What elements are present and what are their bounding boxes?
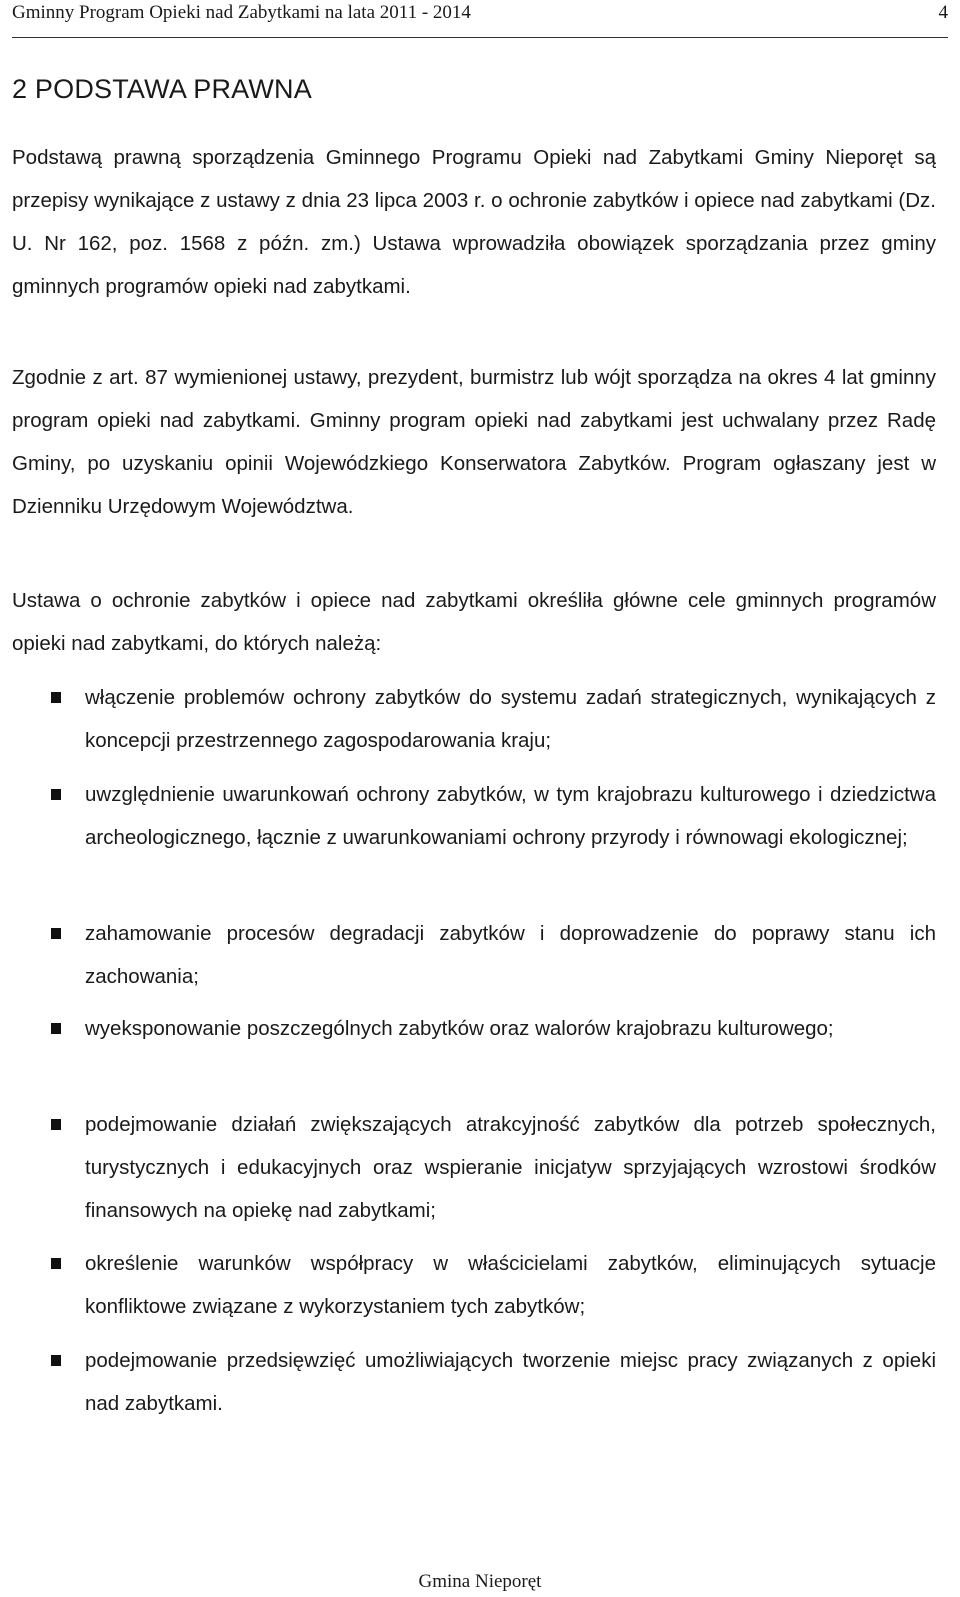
list-item <box>85 773 936 859</box>
running-header-title: Gminny Program Opieki nad Zabytkami na lata 2011 - 2014 <box>12 2 471 23</box>
list-item <box>85 676 936 762</box>
list-item-text: określenie warunków współpracy w właścicielami zabytków, eliminujących sytuacje konfliktowe związane z wykorzystaniem tych zabytków; <box>85 1252 936 1318</box>
list-item-text: podejmowanie działań zwiększających atrakcyjność zabytków dla potrzeb społecznych, turystycznych i edukacyjnych oraz wspieranie inicjatyw sprzyjających wzrostowi środków finansowych na opiekę nad zabytkami; <box>85 1113 936 1222</box>
square-bullet-icon <box>51 1119 61 1130</box>
paragraph-article-87: Zgodnie z art. 87 wymienionej ustawy, prezydent, burmistrz lub wójt sporządza na okres 4 lat gminny program opieki nad zabytkami. Gminny program opieki nad zabytkami jest uchwalany przez Radę Gminy, po uzyskaniu opinii Wojewódzkiego Konserwatora Zabytków. Program ogłaszany jest w Dzienniku Urzędowym Województwa. <box>12 366 936 518</box>
square-bullet-icon <box>51 1023 61 1034</box>
list-item-text: zahamowanie procesów degradacji zabytków i doprowadzenie do poprawy stanu ich zachowania; <box>85 922 936 988</box>
page-number: 4 <box>938 2 948 23</box>
square-bullet-icon <box>51 1258 61 1269</box>
list-item-text: uwzględnienie uwarunkowań ochrony zabytków, w tym krajobrazu kulturowego i dziedzictwa archeologicznego, łącznie z uwarunkowaniami ochrony przyrody i równowagi ekologicznej; <box>85 783 936 849</box>
section-heading: 2 PODSTAWA PRAWNA <box>12 74 312 104</box>
square-bullet-icon <box>51 692 61 703</box>
list-item <box>85 1242 936 1328</box>
list-item-text: włączenie problemów ochrony zabytków do systemu zadań strategicznych, wynikających z koncepcji przestrzennego zagospodarowania kraju; <box>85 686 936 752</box>
square-bullet-icon <box>51 1355 61 1366</box>
square-bullet-icon <box>51 789 61 800</box>
header-divider <box>12 37 948 38</box>
paragraph-goals-intro: Ustawa o ochronie zabytków i opiece nad zabytkami określiła główne cele gminnych programów opieki nad zabytkami, do których należą: <box>12 589 936 655</box>
list-item <box>85 1007 936 1050</box>
square-bullet-icon <box>51 928 61 939</box>
list-item <box>85 912 936 998</box>
list-item-text: podejmowanie przedsięwzięć umożliwiających tworzenie miejsc pracy związanych z opieki nad zabytkami. <box>85 1349 936 1415</box>
list-item <box>85 1339 936 1425</box>
list-item-text: wyeksponowanie poszczególnych zabytków oraz walorów krajobrazu kulturowego; <box>85 1017 834 1040</box>
list-item <box>85 1103 936 1232</box>
paragraph-legal-basis: Podstawą prawną sporządzenia Gminnego Programu Opieki nad Zabytkami Gminy Nieporęt są przepisy wynikające z ustawy z dnia 23 lipca 2003 r. o ochronie zabytków i opiece nad zabytkami (Dz. U. Nr 162, poz. 1568 z późn. zm.) Ustawa wprowadziła obowiązek sporządzania przez gminy gminnych programów opieki nad zabytkami. <box>12 146 936 298</box>
running-footer: Gmina Nieporęt <box>418 1571 542 1592</box>
